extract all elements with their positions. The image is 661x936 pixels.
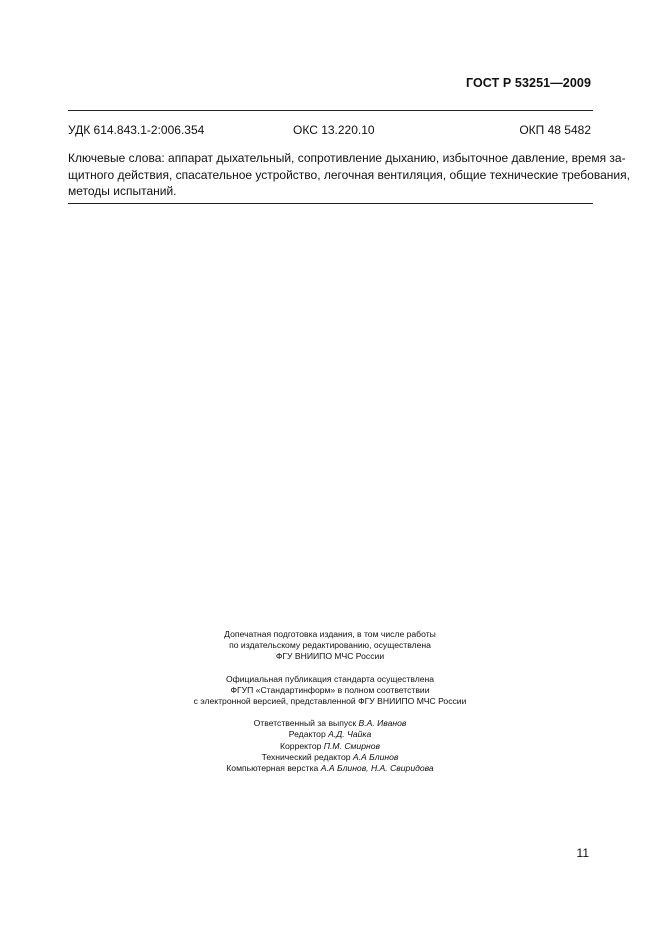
credit-line: [130, 763, 530, 774]
credit-role: Технический редактор: [261, 751, 351, 762]
colophon-publication: [130, 674, 530, 708]
credit-role: Компьютерная верстка: [226, 763, 319, 774]
credit-name: П.М. Смирнов: [323, 740, 380, 751]
credit-role: Корректор: [280, 740, 322, 751]
colophon-line: Допечатная подготовка издания, в том числе работы: [224, 629, 436, 639]
colophon-credits: [130, 718, 530, 774]
colophon-line: с электронной версией, представленной ФГУ ВНИИПО МЧС России: [193, 696, 467, 707]
colophon-line: ФГУ ВНИИПО МЧС России: [275, 651, 385, 662]
credit-line: [130, 752, 530, 763]
credit-role: Редактор: [288, 729, 326, 740]
classification-row: [68, 123, 593, 139]
colophon-prep: [130, 629, 530, 663]
keywords-line: Ключевые слова: аппарат дыхательный, сопротивление дыханию, избыточное давление, время за-: [68, 151, 626, 165]
standard-code: ГОСТ Р 53251—2009: [465, 76, 591, 90]
bottom-divider: [68, 203, 593, 204]
credit-name: В.А. Иванов: [358, 718, 407, 729]
colophon: [130, 629, 530, 785]
credit-name: А.А Блинов: [352, 751, 399, 762]
credit-line: [130, 741, 530, 752]
udk-code: УДК 614.843.1-2:006.354: [68, 123, 205, 137]
oks-code: ОКС 13.220.10: [293, 123, 375, 137]
page-number: 11: [576, 846, 589, 860]
top-divider: [68, 110, 593, 111]
credit-name: А.А Блинов, Н.А. Свиридова: [320, 763, 434, 774]
keywords-line: методы испытаний.: [68, 184, 177, 198]
credit-line: [130, 729, 530, 740]
okp-code: ОКП 48 5482: [519, 123, 591, 137]
credit-role: Ответственный за выпуск: [253, 718, 357, 729]
colophon-line: ФГУП «Стандартинформ» в полном соответствии: [230, 684, 430, 695]
colophon-line: Официальная публикация стандарта осуществлена: [225, 673, 435, 684]
keywords-line: щитного действия, спасательное устройство, легочная вентиляция, общие технические требования,: [68, 167, 630, 182]
keywords-paragraph: [68, 150, 630, 200]
credit-name: А.Д. Чайка: [328, 729, 372, 740]
credit-line: [130, 718, 530, 729]
colophon-line: по издательскому редактированию, осуществлена: [229, 640, 431, 651]
